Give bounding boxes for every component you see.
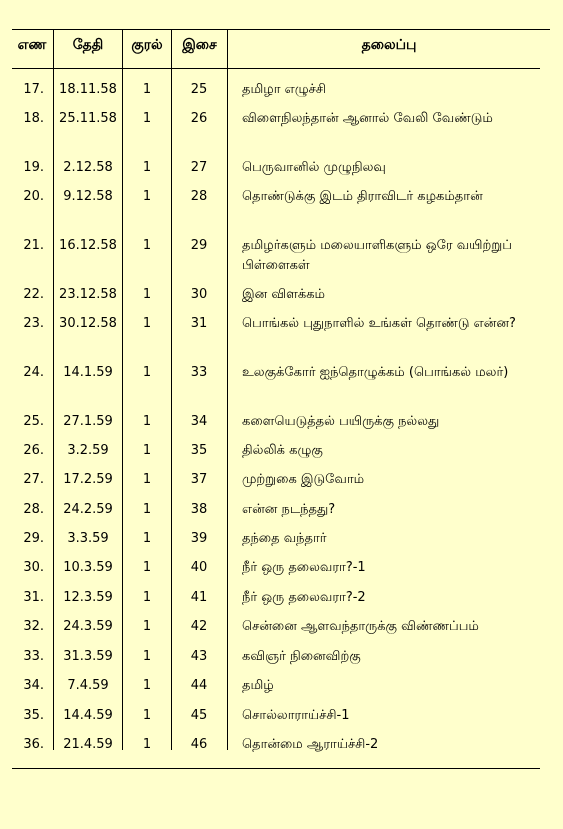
table-top-rule (12, 29, 550, 30)
table-cell-isai: 45 (190, 708, 208, 723)
table-cell-date: 18.11.58 (59, 82, 117, 97)
table-cell-title: சென்னை ஆளவந்தாருக்கு விண்ணப்பம் (242, 619, 479, 634)
table-cell-num: 35. (23, 708, 44, 723)
table-cell-kural: 1 (142, 619, 152, 634)
table-cell-kural: 1 (142, 531, 152, 546)
header-voice: குரல் (131, 37, 163, 53)
table-cell-title: கவிஞர் நினைவிற்கு (242, 649, 361, 664)
table-cell-isai: 28 (190, 189, 208, 204)
table-cell-isai: 30 (190, 287, 208, 302)
table-cell-num: 23. (23, 316, 44, 331)
table-cell-kural: 1 (142, 502, 152, 517)
column-divider (227, 30, 228, 750)
table-cell-title: தில்லிக் கழுகு (242, 443, 323, 458)
table-cell-num: 31. (23, 590, 44, 605)
table-cell-num: 18. (23, 111, 44, 126)
table-cell-num: 25. (23, 414, 44, 429)
table-cell-num: 33. (23, 649, 44, 664)
table-cell-kural: 1 (142, 189, 152, 204)
table-cell-num: 20. (23, 189, 44, 204)
table-cell-date: 31.3.59 (63, 649, 113, 664)
table-cell-isai: 33 (190, 365, 208, 380)
table-cell-date: 3.3.59 (67, 531, 109, 546)
table-cell-title: நீர் ஒரு தலைவரா?-2 (242, 590, 366, 605)
table-cell-date: 7.4.59 (67, 678, 109, 693)
header-serial-number: எண (17, 37, 47, 53)
table-cell-num: 19. (23, 160, 44, 175)
table-cell-num: 22. (23, 287, 44, 302)
table-cell-num: 36. (23, 737, 44, 752)
table-cell-isai: 35 (190, 443, 208, 458)
header-title: தலைப்பு (361, 37, 417, 53)
table-cell-num: 32. (23, 619, 44, 634)
table-cell-kural: 1 (142, 160, 152, 175)
table-cell-title: களையெடுத்தல் பயிருக்கு நல்லது (242, 414, 440, 429)
table-cell-kural: 1 (142, 737, 152, 752)
table-cell-date: 24.3.59 (63, 619, 113, 634)
table-cell-date: 16.12.58 (59, 238, 117, 253)
table-cell-isai: 25 (190, 82, 208, 97)
column-divider (171, 30, 172, 750)
table-cell-kural: 1 (142, 590, 152, 605)
table-cell-date: 24.2.59 (63, 502, 113, 517)
table-cell-kural: 1 (142, 678, 152, 693)
table-cell-isai: 44 (190, 678, 208, 693)
table-cell-date: 14.1.59 (63, 365, 113, 380)
table-cell-kural: 1 (142, 649, 152, 664)
table-cell-kural: 1 (142, 708, 152, 723)
table-cell-title: தொண்டுக்கு இடம் திராவிடர் கழகம்தான் (242, 189, 483, 204)
table-cell-title: விளைநிலந்தான் ஆனால் வேலி வேண்டும் (242, 111, 493, 126)
table-cell-isai: 38 (190, 502, 208, 517)
table-cell-date: 3.2.59 (67, 443, 109, 458)
table-cell-isai: 46 (190, 737, 208, 752)
table-cell-num: 28. (23, 502, 44, 517)
header-bottom-rule (12, 68, 540, 69)
table-cell-date: 23.12.58 (59, 287, 117, 302)
table-cell-isai: 27 (190, 160, 208, 175)
table-cell-title: தமிழர்களும் மலையாளிகளும் ஒரே வயிற்றுப் பிள்ளைகள் (242, 238, 512, 273)
table-cell-kural: 1 (142, 287, 152, 302)
table-cell-title: தமிழா எழுச்சி (242, 82, 327, 97)
table-cell-isai: 29 (190, 238, 208, 253)
table-cell-kural: 1 (142, 443, 152, 458)
table-cell-title: உலகுக்கோர் ஐந்தொழுக்கம் (பொங்கல் மலர்) (242, 365, 509, 380)
column-divider (122, 30, 123, 750)
table-cell-isai: 41 (190, 590, 208, 605)
table-cell-num: 24. (23, 365, 44, 380)
table-cell-date: 12.3.59 (63, 590, 113, 605)
header-date: தேதி (72, 37, 104, 53)
table-cell-kural: 1 (142, 560, 152, 575)
table-cell-date: 10.3.59 (63, 560, 113, 575)
table-cell-title: இன விளக்கம் (242, 287, 325, 302)
column-divider (53, 30, 54, 750)
table-cell-isai: 34 (190, 414, 208, 429)
table-cell-num: 29. (23, 531, 44, 546)
table-cell-isai: 40 (190, 560, 208, 575)
table-cell-title: முற்றுகை இடுவோம் (242, 472, 365, 487)
table-cell-date: 25.11.58 (59, 111, 117, 126)
table-cell-kural: 1 (142, 414, 152, 429)
table-cell-kural: 1 (142, 365, 152, 380)
table-cell-kural: 1 (142, 472, 152, 487)
table-bottom-rule (12, 768, 540, 769)
table-cell-date: 27.1.59 (63, 414, 113, 429)
table-cell-title: தொன்மை ஆராய்ச்சி-2 (242, 737, 379, 752)
table-cell-kural: 1 (142, 316, 152, 331)
table-cell-date: 30.12.58 (59, 316, 117, 331)
table-cell-isai: 42 (190, 619, 208, 634)
table-cell-date: 21.4.59 (63, 737, 113, 752)
table-cell-num: 21. (23, 238, 44, 253)
table-cell-date: 9.12.58 (63, 189, 113, 204)
table-cell-title: தமிழ் (242, 678, 274, 693)
table-cell-kural: 1 (142, 82, 152, 97)
table-cell-num: 26. (23, 443, 44, 458)
table-cell-isai: 26 (190, 111, 208, 126)
table-cell-isai: 31 (190, 316, 208, 331)
table-cell-num: 17. (23, 82, 44, 97)
table-cell-title: பெருவானில் முழுநிலவு (242, 160, 386, 175)
table-cell-kural: 1 (142, 111, 152, 126)
table-cell-num: 30. (23, 560, 44, 575)
table-cell-kural: 1 (142, 238, 152, 253)
table-cell-title: நீர் ஒரு தலைவரா?-1 (242, 560, 366, 575)
table-cell-isai: 43 (190, 649, 208, 664)
table-cell-title: என்ன நடந்தது? (242, 502, 336, 517)
table-cell-date: 17.2.59 (63, 472, 113, 487)
table-cell-title: சொல்லாராய்ச்சி-1 (242, 708, 350, 723)
table-cell-date: 14.4.59 (63, 708, 113, 723)
table-cell-isai: 39 (190, 531, 208, 546)
table-cell-title: பொங்கல் புதுநாளில் உங்கள் தொண்டு என்ன? (242, 316, 516, 331)
table-cell-num: 27. (23, 472, 44, 487)
table-cell-date: 2.12.58 (63, 160, 113, 175)
table-cell-isai: 37 (190, 472, 208, 487)
header-tune: இசை (182, 37, 217, 53)
table-cell-title: தந்தை வந்தார் (242, 531, 327, 546)
table-cell-num: 34. (23, 678, 44, 693)
